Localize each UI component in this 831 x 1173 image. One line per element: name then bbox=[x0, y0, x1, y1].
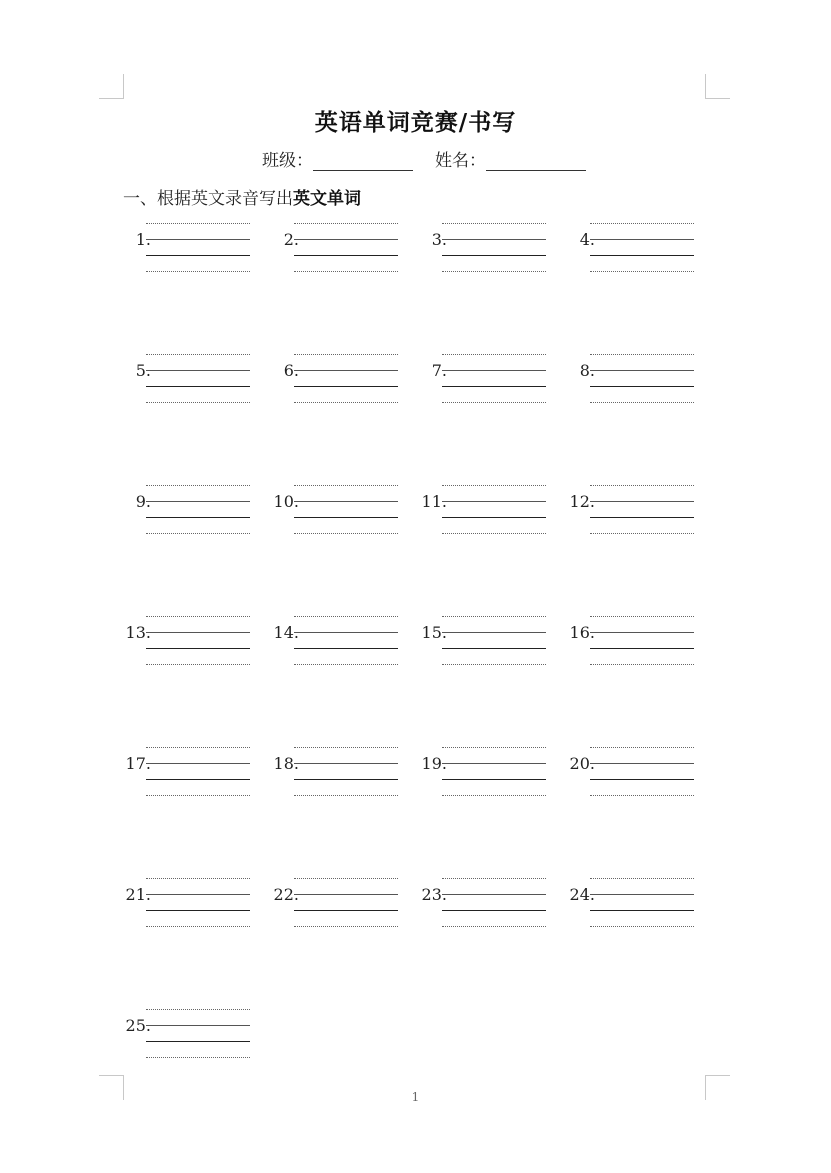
guide-line bbox=[294, 664, 398, 665]
item-number: 4. bbox=[579, 230, 595, 249]
guide-line bbox=[590, 632, 694, 633]
crop-mark-top-right bbox=[705, 74, 730, 99]
answer-item bbox=[123, 351, 273, 411]
guide-line bbox=[590, 795, 694, 796]
guide-line bbox=[442, 370, 546, 371]
answer-item bbox=[123, 613, 273, 673]
guide-line bbox=[590, 386, 694, 387]
class-field[interactable] bbox=[313, 152, 413, 171]
guide-line bbox=[590, 517, 694, 518]
writing-lines[interactable] bbox=[590, 220, 694, 280]
answer-item bbox=[271, 482, 421, 542]
guide-line bbox=[294, 402, 398, 403]
guide-line bbox=[146, 517, 250, 518]
item-number: 23. bbox=[421, 885, 447, 904]
writing-lines[interactable] bbox=[442, 351, 546, 411]
guide-line bbox=[294, 747, 398, 748]
answer-item bbox=[567, 875, 717, 935]
item-number: 3. bbox=[431, 230, 447, 249]
writing-lines[interactable] bbox=[590, 875, 694, 935]
guide-line bbox=[442, 402, 546, 403]
item-number: 9. bbox=[135, 492, 151, 511]
guide-line bbox=[442, 747, 546, 748]
answer-item bbox=[567, 482, 717, 542]
writing-lines[interactable] bbox=[442, 482, 546, 542]
answer-item bbox=[419, 482, 569, 542]
guide-line bbox=[442, 664, 546, 665]
item-number: 12. bbox=[569, 492, 595, 511]
guide-line bbox=[294, 648, 398, 649]
guide-line bbox=[590, 910, 694, 911]
guide-line bbox=[590, 239, 694, 240]
page-number: 1 bbox=[411, 1090, 420, 1104]
writing-lines[interactable] bbox=[442, 613, 546, 673]
guide-line bbox=[294, 255, 398, 256]
writing-lines[interactable] bbox=[146, 351, 250, 411]
guide-line bbox=[294, 271, 398, 272]
guide-line bbox=[146, 648, 250, 649]
guide-line bbox=[146, 779, 250, 780]
answer-item bbox=[567, 351, 717, 411]
guide-line bbox=[442, 271, 546, 272]
guide-line bbox=[590, 616, 694, 617]
guide-line bbox=[146, 632, 250, 633]
writing-lines[interactable] bbox=[146, 875, 250, 935]
item-number: 5. bbox=[135, 361, 151, 380]
guide-line bbox=[590, 648, 694, 649]
guide-line bbox=[442, 926, 546, 927]
guide-line bbox=[146, 1025, 250, 1026]
name-label: 姓名： bbox=[435, 151, 486, 171]
guide-line bbox=[146, 271, 250, 272]
item-number: 8. bbox=[579, 361, 595, 380]
class-label: 班级： bbox=[262, 151, 313, 171]
item-number: 1. bbox=[135, 230, 151, 249]
guide-line bbox=[146, 239, 250, 240]
guide-line bbox=[442, 533, 546, 534]
item-number: 16. bbox=[569, 623, 595, 642]
answer-item bbox=[419, 220, 569, 280]
guide-line bbox=[442, 354, 546, 355]
guide-line bbox=[294, 223, 398, 224]
guide-line bbox=[146, 747, 250, 748]
item-number: 25. bbox=[125, 1016, 151, 1035]
guide-line bbox=[442, 632, 546, 633]
item-number: 13. bbox=[125, 623, 151, 642]
writing-lines[interactable] bbox=[442, 220, 546, 280]
writing-lines[interactable] bbox=[294, 351, 398, 411]
guide-line bbox=[442, 795, 546, 796]
guide-line bbox=[442, 485, 546, 486]
writing-lines[interactable] bbox=[442, 744, 546, 804]
crop-mark-top-left bbox=[99, 74, 124, 99]
item-number: 18. bbox=[273, 754, 299, 773]
guide-line bbox=[590, 501, 694, 502]
writing-lines[interactable] bbox=[294, 220, 398, 280]
guide-line bbox=[294, 517, 398, 518]
guide-line bbox=[442, 501, 546, 502]
guide-line bbox=[146, 910, 250, 911]
writing-lines[interactable] bbox=[442, 875, 546, 935]
guide-line bbox=[590, 878, 694, 879]
answer-item bbox=[123, 744, 273, 804]
answer-item bbox=[271, 613, 421, 673]
answer-item bbox=[123, 220, 273, 280]
item-number: 10. bbox=[273, 492, 299, 511]
guide-line bbox=[146, 1057, 250, 1058]
guide-line bbox=[442, 616, 546, 617]
page-title: 英语单词竞赛/书写 bbox=[314, 109, 517, 136]
writing-lines[interactable] bbox=[146, 613, 250, 673]
guide-line bbox=[146, 485, 250, 486]
guide-line bbox=[146, 1009, 250, 1010]
guide-line bbox=[442, 894, 546, 895]
writing-lines[interactable] bbox=[294, 482, 398, 542]
guide-line bbox=[146, 795, 250, 796]
guide-line bbox=[590, 370, 694, 371]
guide-line bbox=[294, 533, 398, 534]
guide-line bbox=[146, 894, 250, 895]
item-number: 20. bbox=[569, 754, 595, 773]
item-number: 19. bbox=[421, 754, 447, 773]
item-number: 22. bbox=[273, 885, 299, 904]
item-number: 6. bbox=[283, 361, 299, 380]
writing-lines[interactable] bbox=[590, 613, 694, 673]
guide-line bbox=[146, 664, 250, 665]
guide-line bbox=[590, 747, 694, 748]
guide-line bbox=[590, 779, 694, 780]
guide-line bbox=[294, 763, 398, 764]
answer-item bbox=[271, 220, 421, 280]
guide-line bbox=[590, 894, 694, 895]
guide-line bbox=[146, 501, 250, 502]
item-number: 7. bbox=[431, 361, 447, 380]
guide-line bbox=[442, 386, 546, 387]
answer-item bbox=[567, 744, 717, 804]
guide-line bbox=[590, 402, 694, 403]
answer-item bbox=[123, 482, 273, 542]
item-number: 11. bbox=[421, 492, 447, 511]
writing-lines[interactable] bbox=[590, 744, 694, 804]
guide-line bbox=[590, 354, 694, 355]
writing-lines[interactable] bbox=[146, 744, 250, 804]
writing-lines[interactable] bbox=[146, 482, 250, 542]
guide-line bbox=[146, 616, 250, 617]
guide-line bbox=[590, 485, 694, 486]
item-number: 2. bbox=[283, 230, 299, 249]
guide-line bbox=[590, 533, 694, 534]
item-number: 14. bbox=[273, 623, 299, 642]
guide-line bbox=[294, 894, 398, 895]
answer-item bbox=[123, 1006, 273, 1066]
student-info bbox=[262, 146, 586, 171]
name-field[interactable] bbox=[486, 152, 586, 171]
answer-item bbox=[419, 744, 569, 804]
guide-line bbox=[146, 763, 250, 764]
guide-line bbox=[442, 223, 546, 224]
guide-line bbox=[442, 910, 546, 911]
guide-line bbox=[590, 926, 694, 927]
answer-item bbox=[567, 220, 717, 280]
guide-line bbox=[146, 878, 250, 879]
answer-item bbox=[123, 875, 273, 935]
guide-line bbox=[590, 271, 694, 272]
guide-line bbox=[442, 517, 546, 518]
guide-line bbox=[146, 370, 250, 371]
section-heading-prefix: 一、根据英文录音写出 bbox=[123, 189, 293, 209]
guide-line bbox=[146, 223, 250, 224]
guide-line bbox=[294, 485, 398, 486]
answer-item bbox=[271, 351, 421, 411]
guide-line bbox=[442, 255, 546, 256]
answer-item bbox=[419, 351, 569, 411]
guide-line bbox=[294, 779, 398, 780]
answer-item bbox=[567, 613, 717, 673]
guide-line bbox=[146, 386, 250, 387]
guide-line bbox=[294, 354, 398, 355]
guide-line bbox=[294, 795, 398, 796]
item-number: 21. bbox=[125, 885, 151, 904]
writing-lines[interactable] bbox=[294, 613, 398, 673]
guide-line bbox=[590, 255, 694, 256]
guide-line bbox=[590, 223, 694, 224]
guide-line bbox=[294, 501, 398, 502]
item-number: 24. bbox=[569, 885, 595, 904]
guide-line bbox=[146, 255, 250, 256]
answer-item bbox=[271, 744, 421, 804]
guide-line bbox=[590, 664, 694, 665]
guide-line bbox=[146, 354, 250, 355]
guide-line bbox=[294, 910, 398, 911]
guide-line bbox=[590, 763, 694, 764]
writing-lines[interactable] bbox=[590, 351, 694, 411]
writing-lines[interactable] bbox=[146, 1006, 250, 1066]
guide-line bbox=[146, 1041, 250, 1042]
guide-line bbox=[146, 926, 250, 927]
guide-line bbox=[294, 632, 398, 633]
guide-line bbox=[442, 648, 546, 649]
guide-line bbox=[294, 926, 398, 927]
item-number: 17. bbox=[125, 754, 151, 773]
guide-line bbox=[442, 763, 546, 764]
guide-line bbox=[294, 370, 398, 371]
guide-line bbox=[294, 878, 398, 879]
guide-line bbox=[146, 402, 250, 403]
guide-line bbox=[442, 878, 546, 879]
answer-item bbox=[419, 875, 569, 935]
section-heading bbox=[123, 184, 361, 209]
writing-lines[interactable] bbox=[146, 220, 250, 280]
writing-lines[interactable] bbox=[294, 875, 398, 935]
guide-line bbox=[294, 239, 398, 240]
writing-lines[interactable] bbox=[294, 744, 398, 804]
guide-line bbox=[442, 779, 546, 780]
guide-line bbox=[442, 239, 546, 240]
guide-line bbox=[294, 616, 398, 617]
item-number: 15. bbox=[421, 623, 447, 642]
section-heading-bold: 英文单词 bbox=[293, 189, 361, 209]
guide-line bbox=[146, 533, 250, 534]
guide-line bbox=[294, 386, 398, 387]
answer-item bbox=[419, 613, 569, 673]
writing-lines[interactable] bbox=[590, 482, 694, 542]
answer-item bbox=[271, 875, 421, 935]
